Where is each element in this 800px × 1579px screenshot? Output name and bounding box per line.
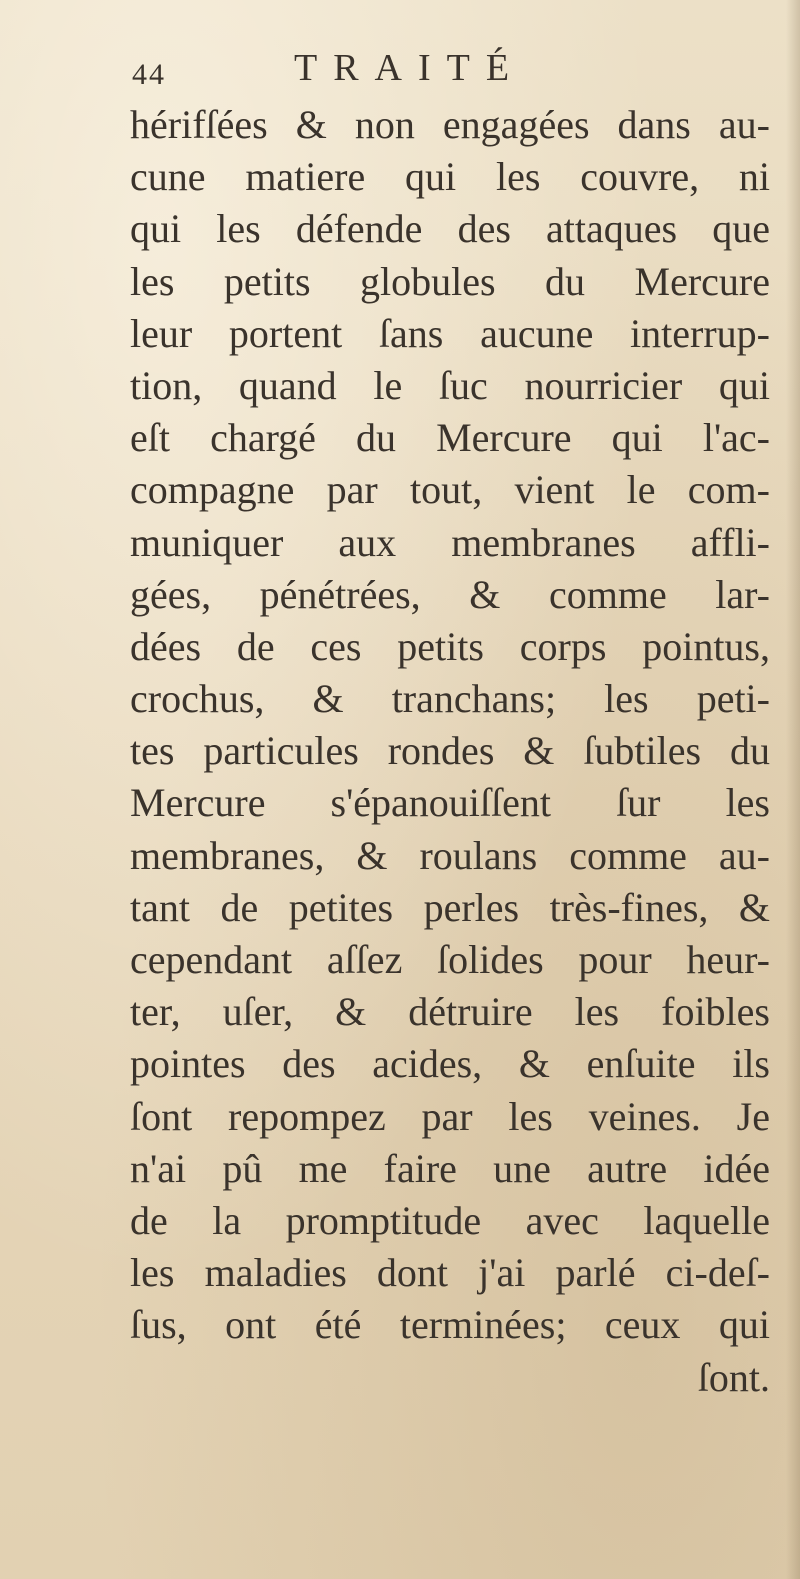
text-line: eſt chargé du Mercure qui l'ac- <box>130 415 770 461</box>
text-line: membranes, & roulans comme au- <box>130 832 770 878</box>
text-line: leur portent ſans aucune interrup- <box>130 310 770 356</box>
text-line: n'ai pû me faire une autre idée <box>130 1145 770 1191</box>
catchword: ſont. <box>697 1354 770 1400</box>
text-line: qui les défende des attaques que <box>130 206 770 252</box>
running-head: TRAITÉ <box>294 47 526 89</box>
page-number: 44 <box>132 58 166 91</box>
text-line: ter, uſer, & détruire les foibles <box>130 989 770 1035</box>
text-line: cune matiere qui les couvre, ni <box>130 154 770 200</box>
text-line: les petits globules du Mercure <box>130 258 770 304</box>
body-text <box>130 99 770 1404</box>
text-line: muniquer aux membranes affli- <box>130 519 770 565</box>
page-header <box>132 40 652 90</box>
text-line: cependant aſſez ſolides pour heur- <box>130 937 770 982</box>
text-line: ſont repompez par les veines. Je <box>130 1093 770 1139</box>
text-line: tes particules rondes & ſubtiles du <box>130 728 770 774</box>
text-line: gées, pénétrées, & comme lar- <box>130 571 770 617</box>
text-line: ſus, ont été terminées; ceux qui <box>130 1302 770 1348</box>
text-line: hérifſées & non engagées dans au- <box>130 102 770 147</box>
text-line: pointes des acides, & enſuite ils <box>130 1041 770 1087</box>
text-line: tant de petites perles très-fines, & <box>130 884 770 930</box>
text-line: Mercure s'épanouiſſent ſur les <box>130 780 770 826</box>
text-line: les maladies dont j'ai parlé ci-deſ- <box>130 1250 770 1296</box>
text-line: tion, quand le ſuc nourricier qui <box>130 362 770 408</box>
text-line: compagne par tout, vient le com- <box>130 467 770 513</box>
text-line: crochus, & tranchans; les peti- <box>130 676 770 722</box>
text-line: dées de ces petits corps pointus, <box>130 623 770 669</box>
text-line: de la promptitude avec laquelle <box>130 1197 770 1243</box>
page-edge-shadow <box>786 0 800 1579</box>
